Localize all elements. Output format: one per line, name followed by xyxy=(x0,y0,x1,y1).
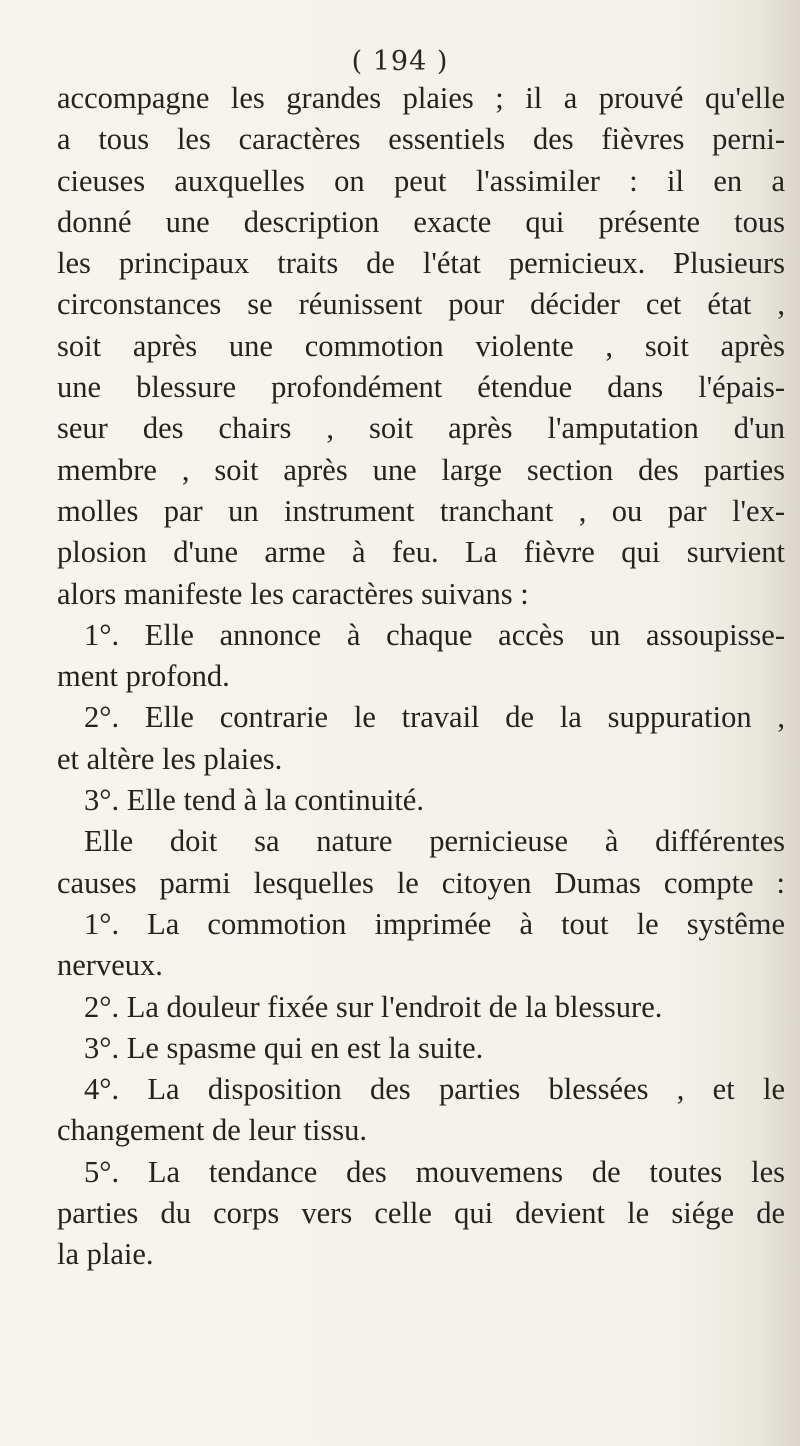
list-item-line: 3°. Le spasme qui en est la suite. xyxy=(84,1030,484,1065)
text-line: les principaux traits de l'état pernicieux. Plusieurs xyxy=(57,246,785,281)
text-line: accompagne les grandes plaies ; il a prouvé qu'elle xyxy=(57,81,785,115)
text-line: membre , soit après une large section des parties xyxy=(57,452,785,487)
text-line: une blessure profondément étendue dans l'épais- xyxy=(57,370,785,405)
text-line: seur des chairs , soit après l'amputation d'un xyxy=(57,411,785,446)
list-item-line: 2°. La douleur fixée sur l'endroit de la blessure. xyxy=(84,989,663,1024)
page-number: ( 194 ) xyxy=(351,46,449,77)
paragraph-start-line: Elle doit sa nature pernicieuse à différentes xyxy=(84,824,785,859)
text-line: alors manifeste les caractères suivans : xyxy=(57,576,529,611)
text-line: causes parmi lesquelles le citoyen Dumas compte : xyxy=(57,865,785,900)
text-line: ment profond. xyxy=(57,659,230,694)
text-line: molles par un instrument tranchant , ou par l'ex- xyxy=(57,493,785,528)
list-item-line: 1°. Elle annonce à chaque accès un assoupisse- xyxy=(84,617,785,652)
text-line: a tous les caractères essentiels des fièvres perni- xyxy=(57,122,785,157)
text-line: soit après une commotion violente , soit après xyxy=(57,328,785,363)
text-line: cieuses auxquelles on peut l'assimiler : il en a xyxy=(57,163,785,198)
body-text xyxy=(57,78,785,1276)
list-item-line: 3°. Elle tend à la continuité. xyxy=(84,783,424,818)
text-line: circonstances se réunissent pour décider cet état , xyxy=(57,287,785,322)
text-line: la plaie. xyxy=(57,1237,154,1272)
text-line: parties du corps vers celle qui devient le siége de xyxy=(57,1196,785,1231)
text-line: changement de leur tissu. xyxy=(57,1113,367,1148)
text-line: plosion d'une arme à feu. La fièvre qui survient xyxy=(57,535,785,570)
list-item-line: 2°. Elle contrarie le travail de la suppuration , xyxy=(84,700,785,735)
text-line: et altère les plaies. xyxy=(57,741,283,776)
list-item-line: 1°. La commotion imprimée à tout le systême xyxy=(84,906,785,941)
list-item-line: 5°. La tendance des mouvemens de toutes les xyxy=(84,1154,785,1189)
text-line: donné une description exacte qui présente tous xyxy=(57,204,785,239)
text-line: nerveux. xyxy=(57,948,163,983)
list-item-line: 4°. La disposition des parties blessées , et le xyxy=(84,1072,785,1107)
